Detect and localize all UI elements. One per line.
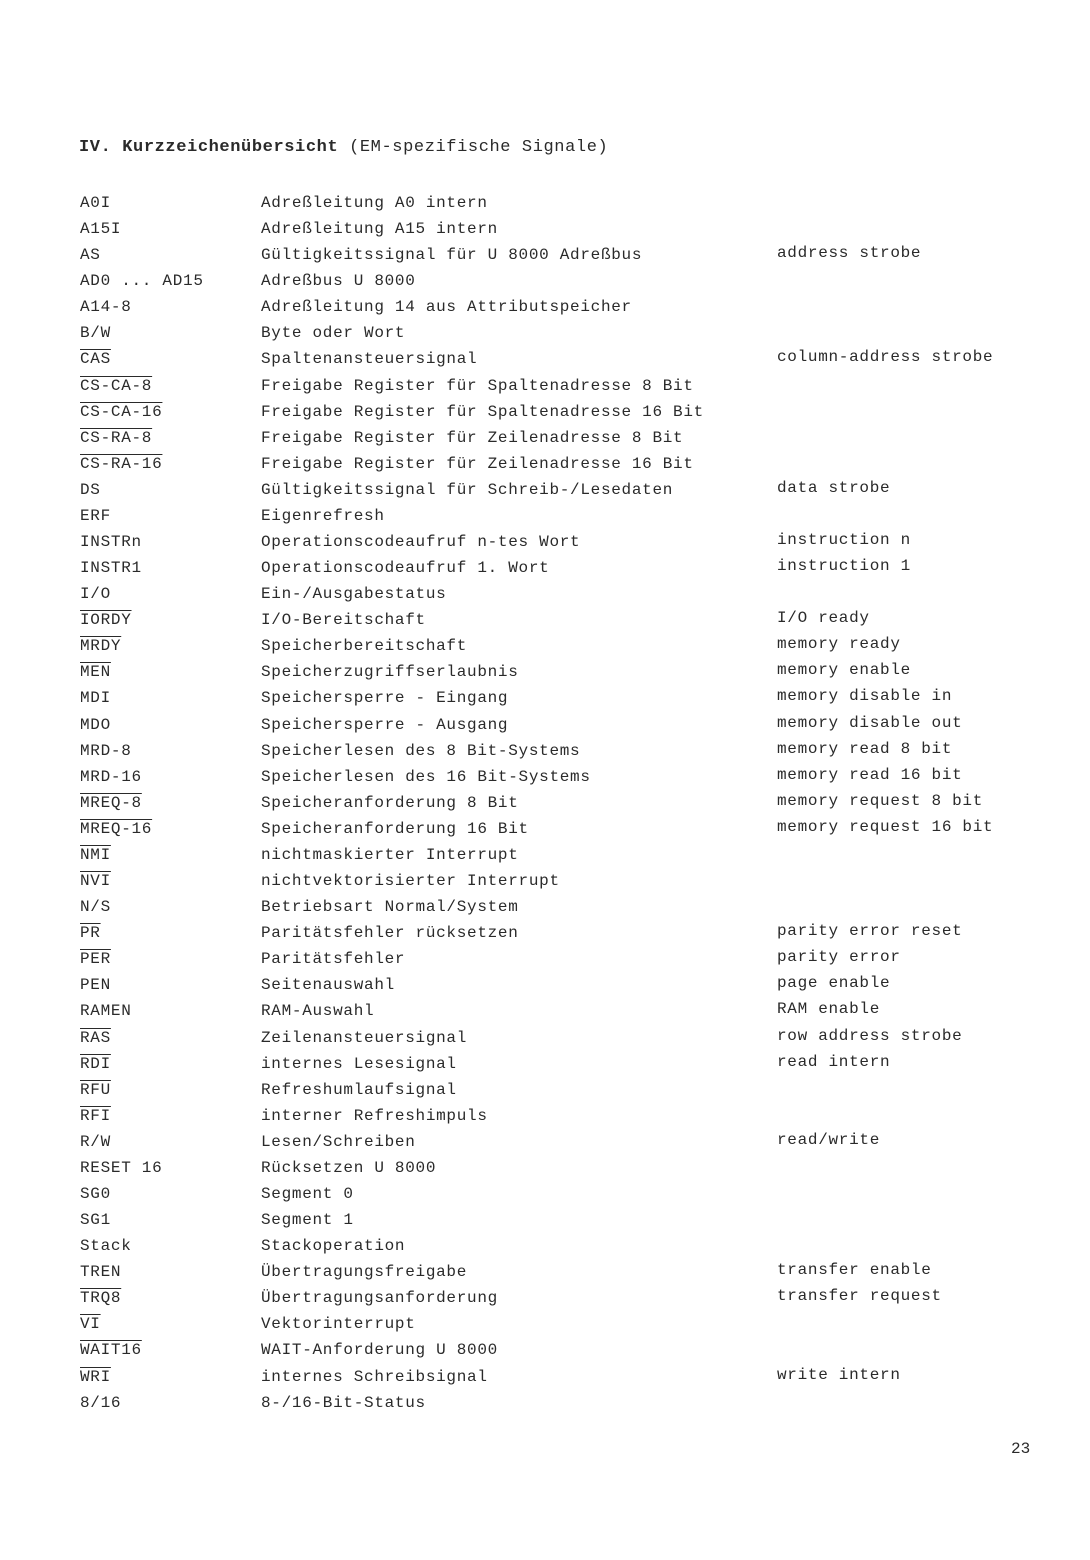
english-description: memory enable [777,661,911,680]
german-description: Segment 1 [261,1211,354,1230]
table-row [0,1285,1090,1311]
table-row [0,1077,1090,1103]
english-description: column-address strobe [777,348,994,367]
table-row [0,190,1090,216]
abbreviation: RESET 16 [80,1158,163,1177]
english-description: memory request 8 bit [777,791,984,810]
table-row [0,816,1090,842]
table-row [0,712,1090,738]
abbreviation: SG1 [80,1211,111,1230]
abbreviation: CS-CA-8 [80,376,153,395]
german-description: Speicherlesen des 8 Bit-Systems [261,741,581,760]
table-row [0,1025,1090,1051]
english-description: address strobe [777,244,922,263]
abbreviation: $\overline{PER}$ [80,950,111,969]
table-row [0,581,1090,607]
german-description: Zeilenansteuersignal [261,1028,468,1047]
table-row [0,294,1090,320]
english-description: page enable [777,974,891,993]
english-description: read intern [777,1052,891,1071]
table-row [0,1181,1090,1207]
abbreviation: AD0 ... AD15 [80,272,204,291]
german-description: Seitenauswahl [261,976,395,995]
german-description: Freigabe Register für Spaltenadresse 16 Bit [261,402,704,421]
english-description: memory request 16 bit [777,817,994,836]
abbreviation: RAMEN [80,1002,132,1021]
german-description: RAM-Auswahl [261,1002,375,1021]
english-description: transfer enable [777,1261,932,1280]
german-description: Paritätsfehler rücksetzen [261,924,519,943]
table-row [0,555,1090,581]
abbreviation: $\overline{NVI}$ [80,872,111,891]
german-description: interner Refreshimpuls [261,1106,488,1125]
german-description: Byte oder Wort [261,324,406,343]
abbreviation: CS-RA-16 [80,454,163,473]
table-row [0,399,1090,425]
german-description: Übertragungsfreigabe [261,1263,468,1282]
german-description: Adreßleitung 14 aus Attributspeicher [261,298,632,317]
german-description: Stackoperation [261,1237,406,1256]
abbreviation: A15I [80,220,122,239]
english-description: RAM enable [777,1000,881,1019]
german-description: Speicheranforderung 8 Bit [261,793,519,812]
table-row [0,659,1090,685]
abbreviation: $\overline{CAS}$ [80,350,111,369]
german-description: Speichersperre - Ausgang [261,715,509,734]
table-row [0,1390,1090,1416]
english-description: row address strobe [777,1026,963,1045]
german-description: Freigabe Register für Spaltenadresse 8 Bit [261,376,694,395]
english-description: write intern [777,1365,901,1384]
english-description: memory disable out [777,713,963,732]
german-description: Speicheranforderung 16 Bit [261,819,529,838]
abbreviation: AS [80,246,101,265]
table-row [0,607,1090,633]
table-row [0,1051,1090,1077]
table-row [0,346,1090,372]
abbreviation: PEN [80,976,111,995]
english-description: data strobe [777,478,891,497]
table-row [0,1233,1090,1259]
table-row [0,1103,1090,1129]
german-description: Lesen/Schreiben [261,1132,416,1151]
table-row [0,842,1090,868]
abbreviation: TREN [80,1263,122,1282]
german-description: nichtmaskierter Interrupt [261,845,519,864]
abbreviation: $\overline{PR}$ [80,924,101,943]
section-heading [79,138,608,157]
abbreviation: CS-RA-8 [80,428,153,447]
abbreviation: $\overline{WRI}$ [80,1367,111,1386]
abbreviation: IORDY [80,611,132,630]
table-row [0,1129,1090,1155]
table-row [0,242,1090,268]
abbreviation: INSTR1 [80,559,142,578]
abbreviation: I/O [80,585,111,604]
german-description: Freigabe Register für Zeilenadresse 8 Bit [261,428,684,447]
german-description: Ein-/Ausgabestatus [261,585,447,604]
german-description: Operationscodeaufruf 1. Wort [261,559,550,578]
table-row [0,998,1090,1024]
abbreviation: DS [80,480,101,499]
german-description: Spaltenansteuersignal [261,350,478,369]
german-description: Adreßleitung A15 intern [261,220,498,239]
table-row [0,1207,1090,1233]
english-description: instruction n [777,531,911,550]
abbreviation: MREQ-8 [80,793,142,812]
german-description: Adreßbus U 8000 [261,272,416,291]
abbreviation: $\overline{NMI}$ [80,845,111,864]
german-description: Betriebsart Normal/System [261,898,519,917]
table-row [0,1311,1090,1337]
german-description: nichtvektorisierter Interrupt [261,872,560,891]
table-row [0,1259,1090,1285]
abbreviation: A0I [80,194,111,212]
english-description: memory disable in [777,687,953,706]
abbreviation: MREQ-16 [80,819,153,838]
abbreviation: MDI [80,689,111,708]
abbreviation: WAIT16 [80,1341,142,1360]
german-description: Operationscodeaufruf n-tes Wort [261,533,581,552]
page-number: 23 [1011,1440,1031,1458]
abbreviation: TRQ8 [80,1289,122,1308]
table-row [0,216,1090,242]
table-row [0,920,1090,946]
english-description: transfer request [777,1287,942,1306]
english-description: parity error [777,948,901,967]
german-description: Speichersperre - Eingang [261,689,509,708]
table-row [0,1337,1090,1363]
table-row [0,790,1090,816]
german-description: internes Lesesignal [261,1054,457,1073]
english-description: instruction 1 [777,557,911,576]
abbreviation: INSTRn [80,533,142,552]
table-row [0,868,1090,894]
table-row [0,373,1090,399]
section-number: IV. [79,138,112,157]
german-description: Übertragungsanforderung [261,1289,498,1308]
abbreviation: MDO [80,715,111,734]
german-description: Gültigkeitssignal für U 8000 Adreßbus [261,246,643,265]
abbreviation: A14-8 [80,298,132,317]
abbreviation: N/S [80,898,111,917]
section-subtitle: (EM-spezifische Signale) [349,138,609,157]
german-description: Segment 0 [261,1184,354,1203]
table-row [0,894,1090,920]
table-row [0,503,1090,529]
table-row [0,633,1090,659]
german-description: Freigabe Register für Zeilenadresse 16 Bit [261,454,694,473]
english-description: I/O ready [777,609,870,628]
abbreviation: $\overline{RDI}$ [80,1054,111,1073]
german-description: Vektorinterrupt [261,1315,416,1334]
german-description: Gültigkeitssignal für Schreib-/Lesedaten [261,480,674,499]
abbreviation: Stack [80,1237,132,1256]
german-description: Speicherbereitschaft [261,637,468,656]
german-description: Refreshumlaufsignal [261,1080,457,1099]
table-row [0,685,1090,711]
table-row [0,477,1090,503]
table-row [0,425,1090,451]
german-description: I/O-Bereitschaft [261,611,426,630]
table-row [0,268,1090,294]
german-description: Speicherzugriffserlaubnis [261,663,519,682]
abbreviation: ERF [80,506,111,525]
table-row [0,1364,1090,1390]
german-description: Adreßleitung A0 intern [261,194,488,212]
table-row [0,451,1090,477]
abbreviation: MRD-8 [80,741,132,760]
table-row [0,1155,1090,1181]
table-row [0,529,1090,555]
table-row [0,946,1090,972]
table-row [0,738,1090,764]
abbreviation-table [0,190,1090,1416]
english-description: memory read 16 bit [777,765,963,784]
abbreviation: $\overline{RFI}$ [80,1106,111,1125]
abbreviation: MRD-16 [80,767,142,786]
table-row [0,320,1090,346]
german-description: internes Schreibsignal [261,1367,488,1386]
english-description: read/write [777,1130,881,1149]
german-description: 8-/16-Bit-Status [261,1393,426,1412]
abbreviation: $\overline{RFU}$ [80,1080,111,1099]
abbreviation: SG0 [80,1184,111,1203]
abbreviation: $\overline{RAS}$ [80,1028,111,1047]
abbreviation: $\overline{MEN}$ [80,663,111,682]
english-description: memory ready [777,635,901,654]
german-description: Rücksetzen U 8000 [261,1158,437,1177]
section-title: Kurzzeichenübersicht [122,138,339,157]
abbreviation: $\overline{VI}$ [80,1315,101,1334]
table-row [0,764,1090,790]
abbreviation: B/W [80,324,111,343]
german-description: WAIT-Anforderung U 8000 [261,1341,498,1360]
abbreviation: 8/16 [80,1393,122,1412]
table-row [0,972,1090,998]
abbreviation: CS-CA-16 [80,402,163,421]
abbreviation: MRDY [80,637,122,656]
german-description: Paritätsfehler [261,950,406,969]
german-description: Eigenrefresh [261,506,385,525]
german-description: Speicherlesen des 16 Bit-Systems [261,767,591,786]
english-description: memory read 8 bit [777,739,953,758]
abbreviation: R/W [80,1132,111,1151]
english-description: parity error reset [777,922,963,941]
